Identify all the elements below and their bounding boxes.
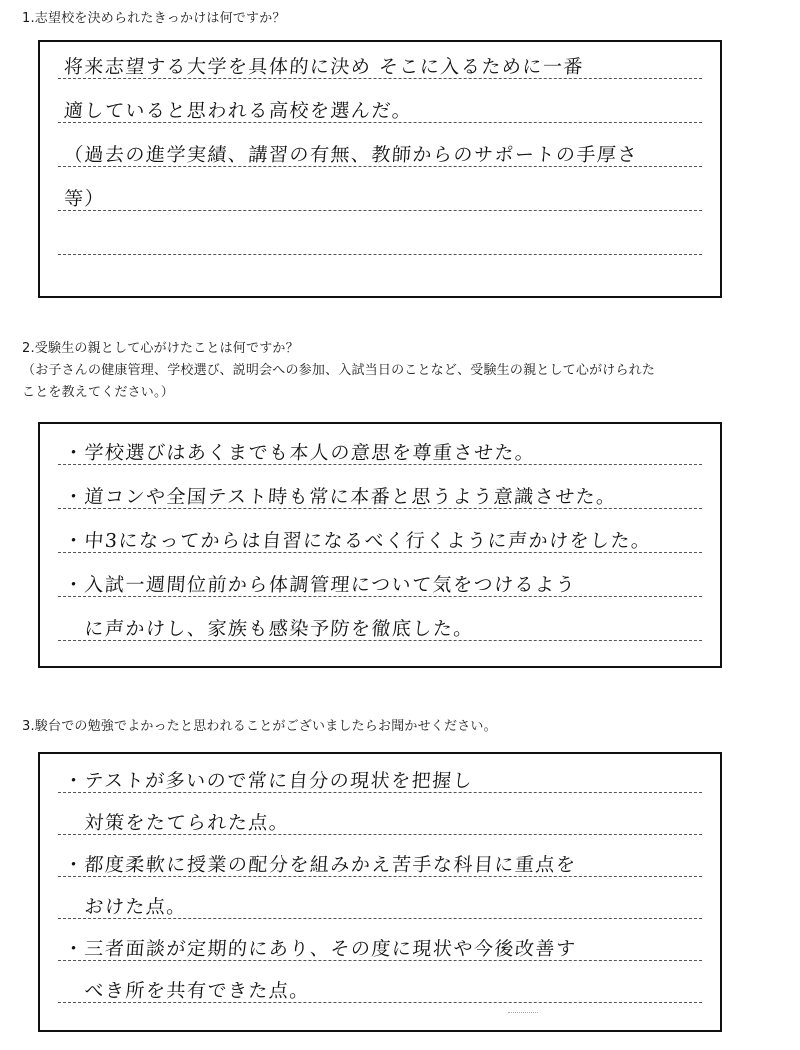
question-2-subtext: ことを教えてください。） [22, 385, 174, 400]
handwritten-answer-line: べき所を共有できた点。 [63, 980, 311, 1002]
answer-box-2 [38, 422, 722, 668]
handwritten-answer-line: （過去の進学実績、講習の有無、教師からのサポートの手厚さ [63, 144, 639, 166]
handwritten-answer-line: ・道コンや全国テスト時も常に本番と思うよう意識させた。 [63, 486, 618, 508]
handwritten-answer-line: ・学校選びはあくまでも本人の意思を尊重させた。 [63, 442, 537, 464]
handwritten-answer-line: 適していると思われる高校を選んだ。 [63, 100, 414, 122]
ruled-line [58, 210, 702, 211]
ruled-line [58, 254, 702, 255]
handwritten-answer-line: ・テストが多いので常に自分の現状を把握し [63, 770, 474, 792]
handwritten-answer-line: ・入試一週間位前から体調管理について気をつけるよう [63, 574, 577, 596]
handwritten-answer-line: ・三者面談が定期的にあり、その度に現状や今後改善す [63, 938, 578, 960]
handwritten-answer-line: 対策をたてられた点。 [63, 812, 291, 834]
scan-artifact [508, 1012, 538, 1016]
handwritten-answer-line: おけた点。 [63, 896, 188, 918]
question-2-block [22, 338, 655, 404]
question-2-subtext: （お子さんの健康管理、学校選び、説明会への参加、入試当日のことなど、受験生の親として心がけられた [22, 363, 656, 378]
handwritten-answer-line: ・中3になってからは自習になるべく行くように声かけをした。 [63, 530, 653, 552]
question-2-label: 2.受験生の親として心がけたことは何ですか？ [22, 341, 299, 356]
question-1-label: 1.志望校を決められたきっかけは何ですか？ [22, 11, 286, 26]
question-3-label: 3.駿台での勉強でよかったと思われることがございましたらお聞かせください。 [22, 719, 497, 734]
handwritten-answer-line: に声かけし、家族も感染予防を徹底した。 [63, 618, 475, 640]
answer-box-3 [38, 752, 722, 1032]
handwritten-answer-line: 将来志望する大学を具体的に決め そこに入るために一番 [63, 56, 585, 78]
handwritten-answer-line: 等） [63, 188, 106, 210]
answer-box-1 [38, 40, 722, 298]
handwritten-answer-line: ・都度柔軟に授業の配分を組みかえ苦手な科目に重点を [63, 854, 578, 876]
